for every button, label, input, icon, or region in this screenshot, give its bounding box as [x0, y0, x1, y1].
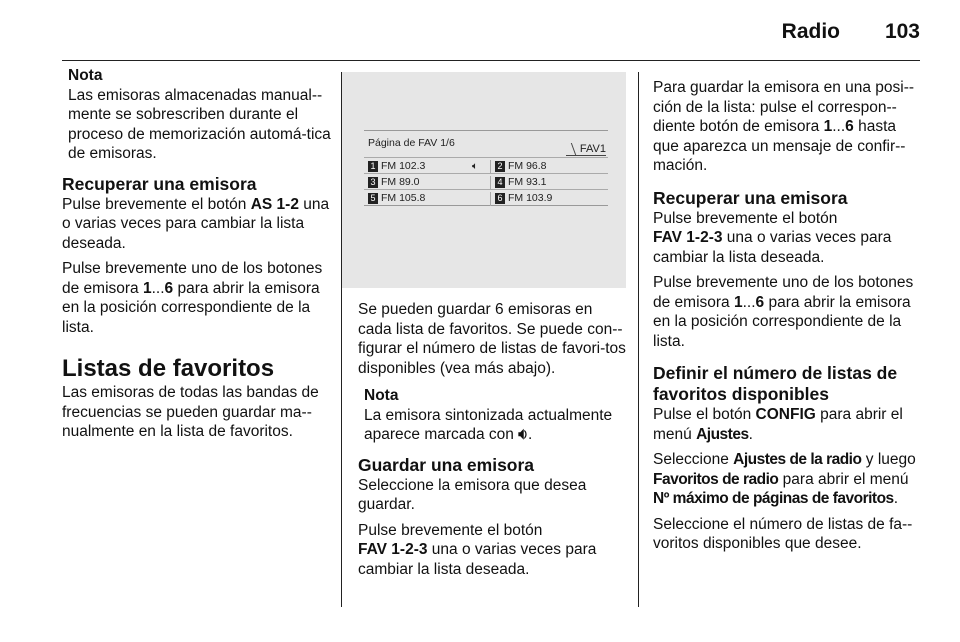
- note-box: [62, 66, 332, 164]
- note-box: [358, 386, 626, 445]
- button-ref-fav: FAV 1-2-3: [358, 541, 428, 558]
- preset-row: [364, 173, 608, 190]
- paragraph: Pulse brevemente el botón FAV 1-2-3 una o varias veces para cambiar la lista deseada.: [653, 209, 892, 266]
- note-text: La emisora sintonizada actualmente aparece marcada con 🔉︎.: [364, 406, 613, 443]
- preset-5: 5 FM 105.8: [368, 192, 486, 206]
- preset-3: 3 FM 89.0: [368, 176, 486, 190]
- heading-favorite-lists: Listas de favoritos: [62, 355, 275, 382]
- paragraph: Se pueden guardar 6 emisoras en cada lista de favoritos. Se puede con-figurar el número de listas de favori-tos disponibles (vea más abajo).: [358, 301, 626, 377]
- speaker-icon: 🔈︎: [472, 161, 478, 172]
- column-1: [62, 66, 332, 448]
- heading-define-lists: Definir el número de listas de favoritos disponibles: [653, 363, 898, 404]
- preset-1: 1 FM 102.3 🔈︎: [368, 160, 486, 174]
- preset-2: 2 FM 96.8: [490, 160, 613, 174]
- preset-row: [364, 157, 608, 174]
- note-title: Nota: [68, 67, 103, 84]
- paragraph: Pulse brevemente uno de los botones de emisora 1...6 para abrir la emisora en la posición correspondiente de la lista.: [62, 260, 323, 336]
- favorites-page-title: Página de FAV 1/6: [368, 137, 455, 149]
- column-2: [358, 300, 626, 585]
- button-ref-config: CONFIG: [755, 406, 816, 423]
- paragraph: Pulse brevemente el botón AS 1-2 una o varias veces para cambiar la lista deseada.: [62, 195, 330, 252]
- paragraph: Pulse el botón CONFIG para abrir el menú Ajustes.: [653, 406, 903, 443]
- page-number: 103: [884, 20, 920, 43]
- heading-save-station: Guardar una emisora: [358, 454, 535, 475]
- paragraph: Seleccione el número de listas de fa-voritos disponibles que desee.: [653, 515, 913, 552]
- paragraph: Pulse brevemente uno de los botones de emisora 1...6 para abrir la emisora en la posición correspondiente de la lista.: [653, 274, 914, 350]
- paragraph: Pulse brevemente el botón FAV 1-2-3 una o varias veces para cambiar la lista deseada.: [358, 521, 597, 578]
- button-ref-as: AS 1-2: [250, 195, 299, 213]
- button-ref-fav: FAV 1-2-3: [653, 229, 723, 246]
- note-text: Las emisoras almacenadas manual-mente se sobrescriben durante el proceso de memorización automá-tica de emisoras.: [68, 86, 331, 162]
- page-header: [62, 0, 920, 61]
- paragraph: Seleccione la emisora que desea guardar.: [358, 476, 587, 513]
- preset-4: 4 FM 93.1: [490, 176, 613, 190]
- paragraph: Para guardar la emisora en una posi-ción de la lista: pulse el correspon-diente botón de emisora 1...6 hasta que aparezca un mensaje de confir-mación.: [653, 79, 915, 174]
- column-3: [653, 78, 925, 560]
- paragraph: Seleccione Ajustes de la radio y luego Favoritos de radio para abrir el menú Nº máximo de páginas de favoritos.: [653, 451, 916, 507]
- paragraph: Las emisoras de todas las bandas de frecuencias se pueden guardar ma-nualmente en la lista de favoritos.: [62, 384, 319, 440]
- section-title: Radio: [781, 20, 840, 43]
- heading-recall-station: Recuperar una emisora: [653, 187, 848, 208]
- preset-6: 6 FM 103.9: [490, 192, 613, 206]
- radio-display-illustration: [342, 72, 626, 288]
- heading-recall-station: Recuperar una emisora: [62, 173, 257, 194]
- speaker-icon: 🔉︎: [518, 426, 528, 443]
- note-title: Nota: [364, 387, 399, 404]
- favorites-tag: FAV1: [579, 143, 606, 155]
- preset-row: [364, 189, 608, 206]
- favorites-screen: [364, 130, 608, 206]
- column-divider-2: [638, 72, 639, 607]
